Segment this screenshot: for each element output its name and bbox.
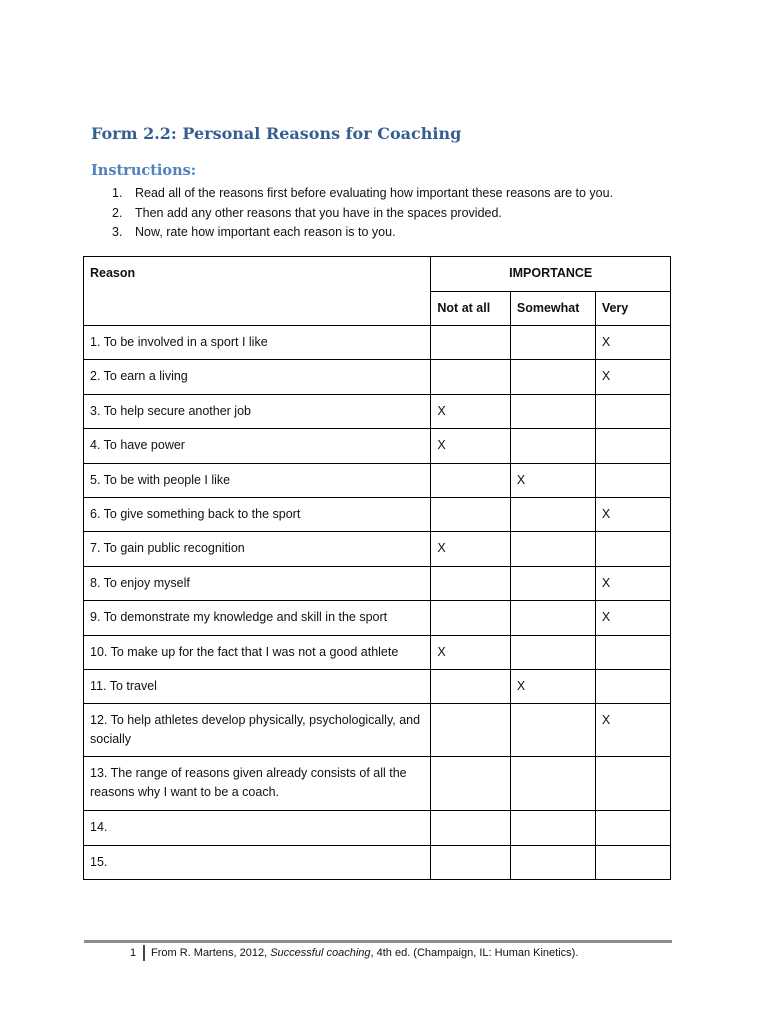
instruction-number: 3.: [112, 225, 123, 239]
somewhat-cell: [510, 326, 595, 360]
table-row: [84, 394, 671, 428]
table-row: [84, 429, 671, 463]
table-row: [84, 669, 671, 703]
very-cell: [595, 532, 670, 566]
very-cell: X: [595, 497, 670, 531]
somewhat-cell: [510, 635, 595, 669]
instruction-text: Then add any other reasons that you have in the spaces provided.: [135, 205, 502, 220]
somewhat-cell: [510, 497, 595, 531]
not-at-all-cell: [431, 704, 510, 757]
table-row: [84, 463, 671, 497]
instruction-text: Now, rate how important each reason is to you.: [135, 225, 396, 239]
somewhat-cell: [510, 394, 595, 428]
somewhat-cell: [510, 811, 595, 845]
reason-cell: 13. The range of reasons given already consists of all the reasons why I want to be a coach.: [84, 757, 431, 811]
somewhat-cell: [510, 532, 595, 566]
table-row: [84, 811, 671, 845]
page-number: 1: [130, 945, 145, 961]
not-at-all-cell: [431, 566, 510, 600]
instruction-item: [112, 223, 613, 243]
reason-cell: 3. To help secure another job: [84, 394, 431, 428]
footnote-book-title: Successful coaching: [270, 947, 371, 959]
footnote-suffix: , 4th ed. (Champaign, IL: Human Kinetics).: [370, 947, 579, 959]
importance-header: IMPORTANCE: [431, 257, 671, 292]
somewhat-cell: [510, 566, 595, 600]
somewhat-cell: [510, 704, 595, 757]
instruction-number: 1.: [112, 186, 123, 200]
table-row: [84, 497, 671, 531]
not-at-all-cell: X: [431, 532, 510, 566]
table-row: [84, 601, 671, 635]
very-cell: X: [595, 566, 670, 600]
table-row: [84, 704, 671, 757]
reason-cell: 1. To be involved in a sport I like: [84, 326, 431, 360]
not-at-all-cell: [431, 845, 510, 879]
reason-cell: 2. To earn a living: [84, 360, 431, 394]
reason-cell: 4. To have power: [84, 429, 431, 463]
table-row: [84, 635, 671, 669]
reasons-table-body: [84, 326, 671, 880]
very-cell: [595, 757, 670, 811]
not-at-all-cell: [431, 757, 510, 811]
reason-cell: 8. To enjoy myself: [84, 566, 431, 600]
reason-column-header: Reason: [84, 257, 431, 326]
very-cell: [595, 635, 670, 669]
reason-cell: 12. To help athletes develop physically, psychologically, and socially: [84, 704, 431, 757]
table-row: [84, 360, 671, 394]
somewhat-cell: [510, 429, 595, 463]
instruction-number: 2.: [112, 205, 123, 220]
footnote-prefix: From R. Martens, 2012,: [151, 947, 271, 959]
very-cell: [595, 463, 670, 497]
somewhat-cell: X: [510, 463, 595, 497]
not-at-all-cell: X: [431, 635, 510, 669]
table-row: [84, 532, 671, 566]
not-at-all-cell: [431, 811, 510, 845]
reason-cell: 5. To be with people I like: [84, 463, 431, 497]
somewhat-cell: [510, 601, 595, 635]
reason-cell: 15.: [84, 845, 431, 879]
reasons-table: [83, 256, 671, 880]
very-cell: [595, 811, 670, 845]
very-cell: [595, 429, 670, 463]
very-cell: [595, 845, 670, 879]
not-at-all-cell: X: [431, 394, 510, 428]
instruction-text: Read all of the reasons first before evaluating how important these reasons are to you.: [135, 186, 614, 200]
very-header: Very: [595, 292, 670, 326]
somewhat-cell: [510, 845, 595, 879]
reason-cell: 10. To make up for the fact that I was not a good athlete: [84, 635, 431, 669]
reason-cell: 6. To give something back to the sport: [84, 497, 431, 531]
very-cell: [595, 669, 670, 703]
not-at-all-cell: [431, 326, 510, 360]
not-at-all-header: Not at all: [431, 292, 510, 326]
reason-cell: 11. To travel: [84, 669, 431, 703]
somewhat-header: Somewhat: [510, 292, 595, 326]
instruction-item: [112, 204, 613, 224]
somewhat-cell: [510, 757, 595, 811]
very-cell: X: [595, 360, 670, 394]
footnote: [151, 945, 578, 961]
not-at-all-cell: [431, 360, 510, 394]
instructions-heading: Instructions:: [91, 162, 197, 179]
very-cell: X: [595, 601, 670, 635]
reason-cell: 9. To demonstrate my knowledge and skill in the sport: [84, 601, 431, 635]
reason-cell: 7. To gain public recognition: [84, 532, 431, 566]
form-title: Form 2.2: Personal Reasons for Coaching: [91, 124, 462, 143]
very-cell: [595, 394, 670, 428]
somewhat-cell: X: [510, 669, 595, 703]
not-at-all-cell: [431, 669, 510, 703]
table-row: [84, 757, 671, 811]
very-cell: X: [595, 326, 670, 360]
not-at-all-cell: X: [431, 429, 510, 463]
not-at-all-cell: [431, 463, 510, 497]
table-row: [84, 566, 671, 600]
not-at-all-cell: [431, 601, 510, 635]
footer-divider: [84, 940, 672, 943]
very-cell: X: [595, 704, 670, 757]
table-row: [84, 326, 671, 360]
somewhat-cell: [510, 360, 595, 394]
table-row: [84, 845, 671, 879]
not-at-all-cell: [431, 497, 510, 531]
reason-cell: 14.: [84, 811, 431, 845]
instructions-list: [112, 184, 613, 243]
instruction-item: [112, 184, 613, 204]
